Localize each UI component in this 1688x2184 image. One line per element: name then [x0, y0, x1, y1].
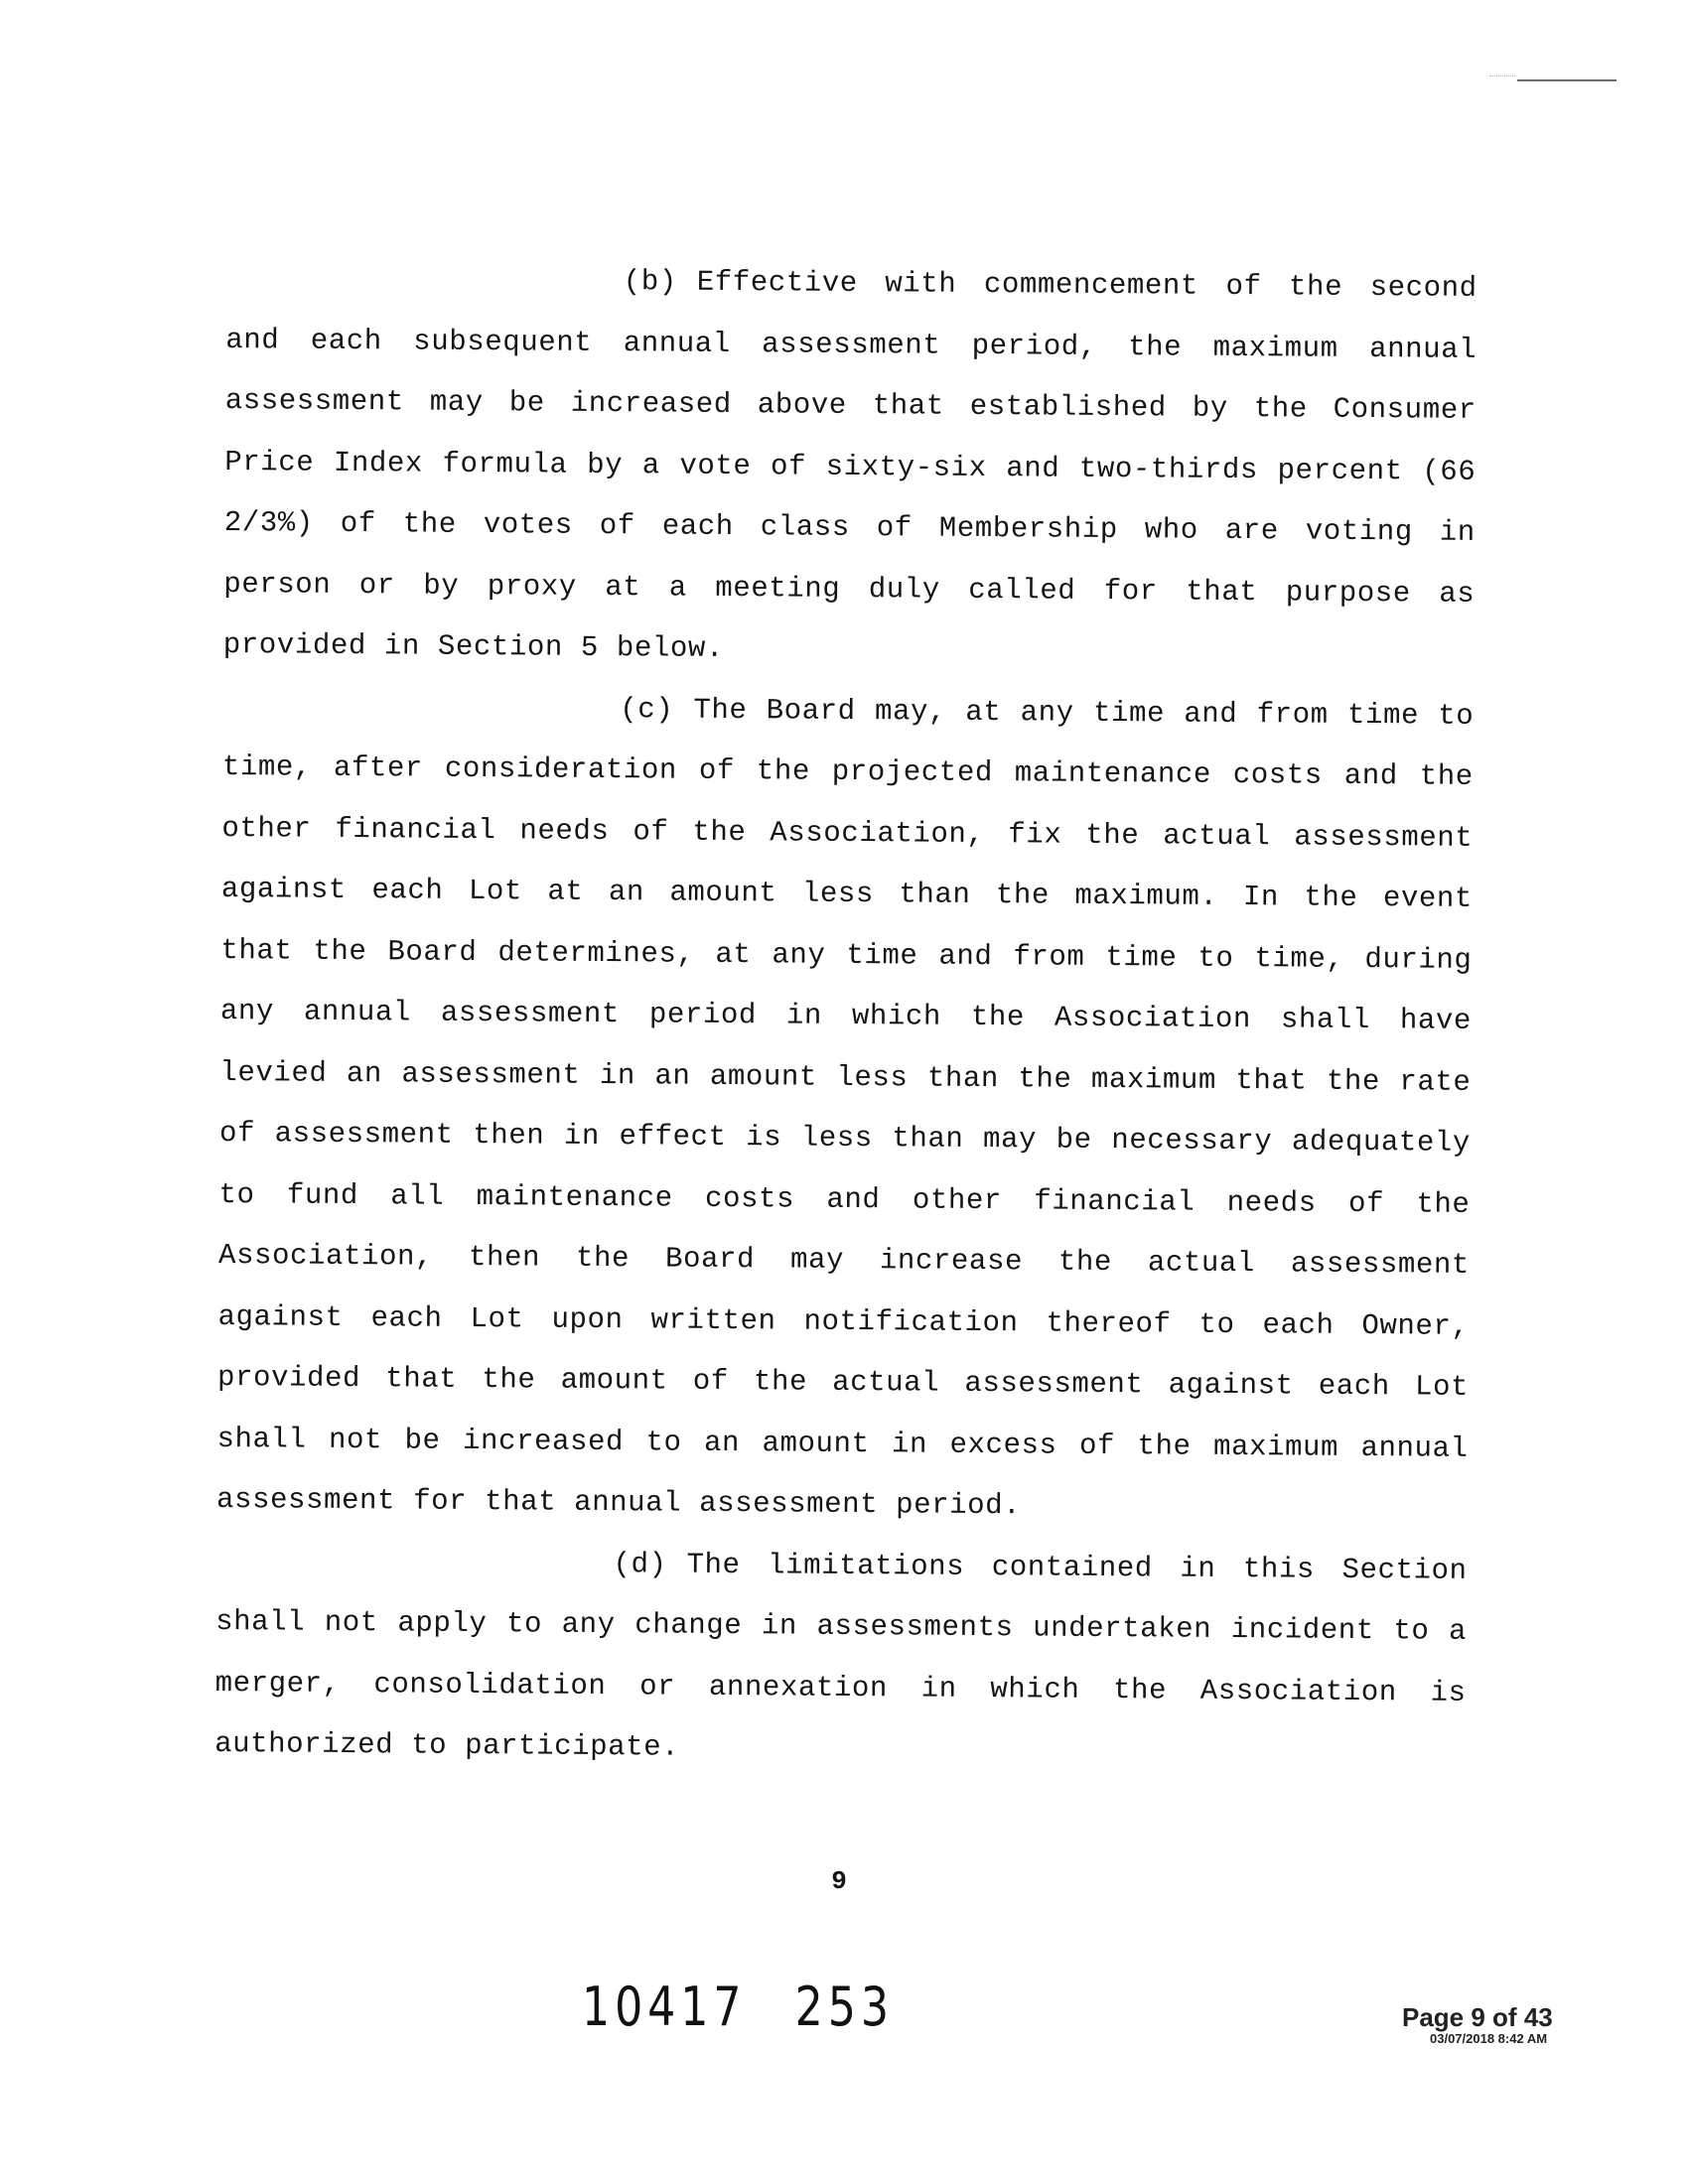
- paragraph-text: The Board may, at any time and from time to time, after consideration of the projected maintenance costs and the other financial needs of the Association, fix the actual assessment against each Lot at an amount less than the maximum. In the event that the Board determines, at any time and from time to time, during any annual assessment period in which the Association shall have levied an assessment in an amount less than the maximum that the rate of assessment then in effect is less than may be necessary adequately to fund all maintenance costs and other financial needs of the Association, then the Board may increase the actual assessment against each Lot upon written notification thereof to each Owner, provided that the amount of the actual assessment against each Lot shall not be increased to an amount in excess of the maximum annual assessment for that annual assessment period.: [215, 693, 1475, 1523]
- paragraph-text: The limitations contained in this Section shall not apply to any change in assessments undertaken incident to a merger, consolidation or annexation in which the Association is authorized to participate.: [214, 1548, 1468, 1764]
- book-page-number: 253: [794, 1976, 894, 2038]
- corner-rule: [1517, 79, 1617, 81]
- recording-timestamp: 03/07/2018 8:42 AM: [1430, 2031, 1548, 2046]
- paragraph-label: (c): [620, 692, 674, 727]
- recording-stamp: [1402, 2003, 1581, 2047]
- book-page-reference: [582, 1976, 894, 2038]
- paragraph-b: [223, 248, 1477, 685]
- paragraph-label: (b): [623, 265, 677, 299]
- book-number: 10417: [582, 1976, 747, 2038]
- page-number: 9: [831, 1866, 847, 1896]
- paragraph-d: [214, 1530, 1468, 1784]
- scan-mark: [1489, 75, 1515, 76]
- document-body: [214, 248, 1477, 1784]
- page-of-total: Page 9 of 43: [1402, 2002, 1553, 2032]
- paragraph-label: (d): [613, 1547, 667, 1581]
- paragraph-c: [216, 675, 1475, 1540]
- paragraph-text: Effective with commencement of the second and each subsequent annual assessment period, the maximum annual assessment may be increased above that established by the Consumer Price Index formula by a vote of sixty-six and two-thirds percent (66 2/3%) of the votes of each class of Membership who are voting in person or by proxy at a meeting duly called for that purpose as provided in Section 5 below.: [222, 265, 1477, 665]
